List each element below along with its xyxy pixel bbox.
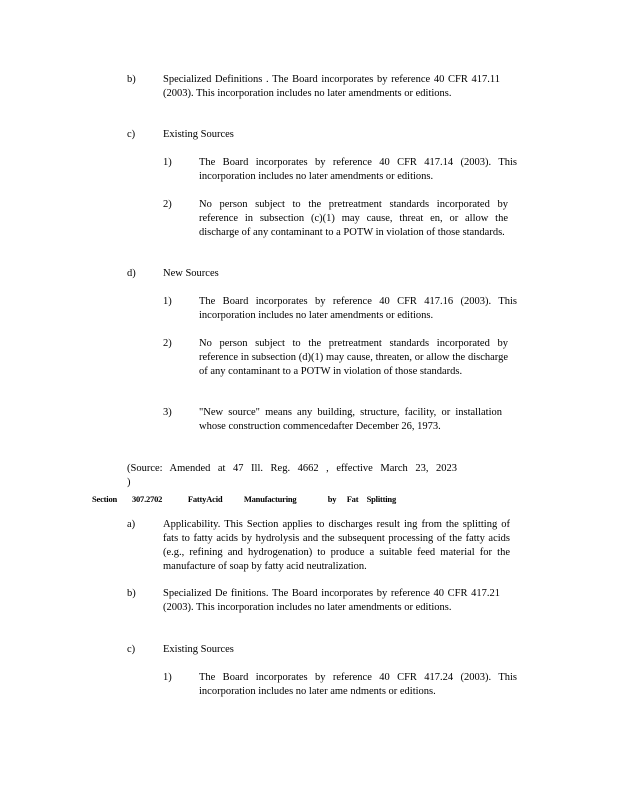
item-label-c1: 1) (163, 157, 172, 168)
new-source-definition-paragraph: "New source" means any building, structure, facility, or installation whose construction commencedafter December 26, 1973. (199, 407, 502, 432)
section-title-word-3: by (327, 494, 337, 504)
section-number: 307.2702 (131, 494, 163, 504)
section-title-word-4: Fat (346, 494, 359, 504)
section-title-word-1: FattyAcid (187, 494, 223, 504)
item-label-c2: 2) (163, 199, 172, 210)
new-sources-heading: New Sources (163, 268, 219, 279)
new-sources-prohibition-paragraph: No person subject to the pretreatment standards incorporated by reference in subsection (d)(1) may cause, threaten, or allow the discharge of any contaminant to a POTW in violation of those standards. (199, 338, 508, 377)
applicability-paragraph: Applicability. This Section applies to discharges result ing from the splitting of fats to fatty acids by hydrolysis and the subsequent processing of the fatty acids (e.g., refining and hydrogenation) to produce a suitable feed material for the manufacture of soap by fatty acid neutralization. (163, 519, 510, 572)
existing-sources-incorporation-paragraph-2: The Board incorporates by reference 40 CFR 417.24 (2003). This incorporation includes no later ame ndments or editions. (199, 672, 517, 697)
item-label-b2: b) (127, 588, 136, 599)
specialized-definitions-paragraph-2: Specialized De finitions. The Board incorporates by reference 40 CFR 417.21 (2003). This incorporation includes no later amendments or editions. (163, 588, 500, 613)
specialized-definitions-paragraph: Specialized Definitions . The Board incorporates by reference 40 CFR 417.11 (2003). This incorporation includes no later amendments or editions. (163, 74, 500, 99)
item-label-a: a) (127, 519, 136, 530)
section-word: Section (92, 494, 118, 504)
item-label-c: c) (127, 129, 136, 140)
item-label-b: b) (127, 74, 136, 85)
existing-sources-heading: Existing Sources (163, 129, 234, 140)
existing-sources-prohibition-paragraph: No person subject to the pretreatment standards incorporated by reference in subsection (c)(1) may cause, threat en, or allow the discharge of any contaminant to a POTW in violation of those standards. (199, 199, 508, 238)
item-label-c-2: c) (127, 644, 136, 655)
item-label-d1: 1) (163, 296, 172, 307)
item-label-d2: 2) (163, 338, 172, 349)
section-title-word-2: Manufacturing (243, 494, 297, 504)
existing-sources-incorporation-paragraph: The Board incorporates by reference 40 CFR 417.14 (2003). This incorporation includes no later amendments or editions. (199, 157, 517, 182)
item-label-d: d) (127, 268, 136, 279)
item-label-d3: 3) (163, 407, 172, 418)
section-title-word-5: Splitting (366, 494, 397, 504)
existing-sources-heading-2: Existing Sources (163, 644, 234, 655)
item-label-c1-2: 1) (163, 672, 172, 683)
source-note: (Source: Amended at 47 Ill. Reg. 4662 , effective March 23, 2023 ) (127, 463, 457, 488)
new-sources-incorporation-paragraph: The Board incorporates by reference 40 CFR 417.16 (2003). This incorporation includes no later amendments or editions. (199, 296, 517, 321)
section-heading (92, 492, 397, 506)
